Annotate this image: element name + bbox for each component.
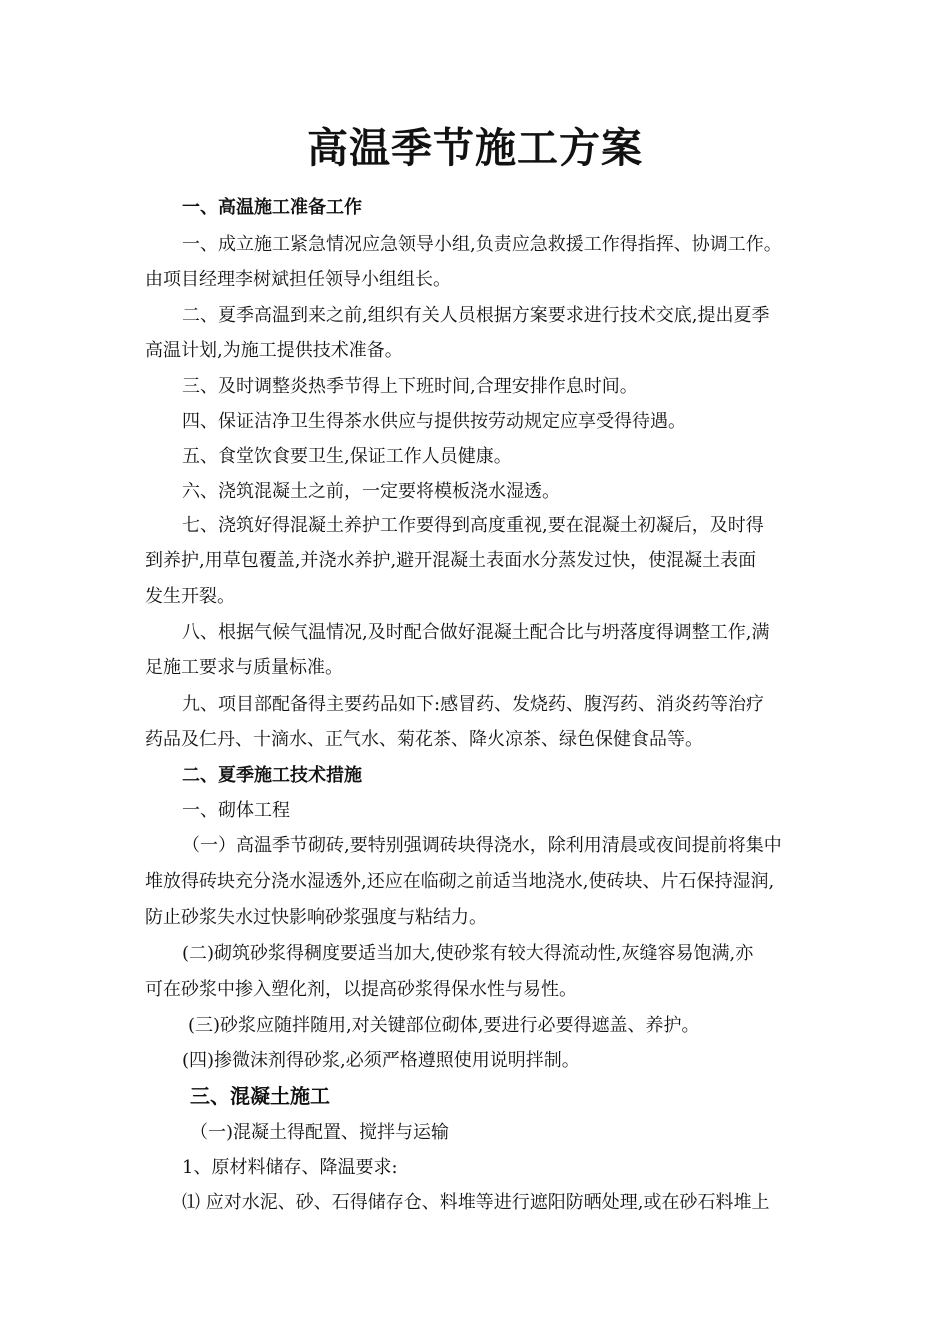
paragraph-line: 可在砂浆中掺入塑化剂，以提高砂浆得保水性与易性。: [145, 979, 577, 1000]
paragraph-line: 六、浇筑混凝土之前，一定要将模板浇水湿透。: [182, 481, 560, 502]
paragraph-line: (四)掺微沫剂得砂浆,必须严格遵照使用说明拌制。: [182, 1050, 580, 1071]
paragraph-line: 防止砂浆失水过快影响砂浆强度与粘结力。: [145, 907, 487, 928]
paragraph-line: 药品及仁丹、十滴水、正气水、菊花茶、降火凉茶、绿色保健食品等。: [145, 729, 703, 750]
paragraph-line: 二、夏季高温到来之前,组织有关人员根据方案要求进行技术交底,提出夏季: [182, 305, 770, 326]
section-heading-3: 三、混凝土施工: [190, 1084, 330, 1108]
paragraph-line: (三)砂浆应随拌随用,对关键部位砌体,要进行必要得遮盖、养护。: [188, 1015, 700, 1036]
paragraph-line: 堆放得砖块充分浇水湿透外,还应在临砌之前适当地浇水,使砖块、片石保持湿润,: [145, 871, 775, 892]
page-title: 高温季节施工方案: [307, 124, 643, 172]
paragraph-line: 五、食堂饮食要卫生,保证工作人员健康。: [182, 446, 512, 467]
paragraph-line: 高温计划,为施工提供技术准备。: [145, 340, 403, 361]
paragraph-line: 四、保证洁净卫生得茶水供应与提供按劳动规定应享受得待遇。: [182, 411, 686, 432]
section-heading-1: 一、高温施工准备工作: [182, 197, 362, 218]
paragraph-line: 发生开裂。: [145, 586, 235, 607]
subheading: （一)混凝土得配置、搅拌与运输: [190, 1122, 450, 1143]
paragraph-line: ⑴ 应对水泥、砂、石得储存仓、料堆等进行遮阳防晒处理,或在砂石料堆上: [182, 1192, 770, 1213]
paragraph-line: (二)砌筑砂浆得稠度要适当加大,使砂浆有较大得流动性,灰缝容易饱满,亦: [182, 943, 754, 964]
paragraph-line: 九、项目部配备得主要药品如下:感冒药、发烧药、腹泻药、消炎药等治疗: [182, 694, 765, 715]
paragraph-line: 八、根据气候气温情况,及时配合做好混凝土配合比与坍落度得调整工作,满: [182, 622, 770, 643]
paragraph-line: 足施工要求与质量标准。: [145, 657, 343, 678]
paragraph-line: 七、浇筑好得混凝土养护工作要得到高度重视,要在混凝土初凝后，及时得: [182, 515, 764, 536]
paragraph-line: 由项目经理李树斌担任领导小组组长。: [145, 269, 451, 290]
paragraph-line: 到养护,用草包覆盖,并浇水养护,避开混凝土表面水分蒸发过快，使混凝土表面: [145, 550, 757, 571]
paragraph-line: 一、成立施工紧急情况应急领导小组,负责应急救援工作得指挥、协调工作。: [182, 234, 782, 255]
subheading: 一、砌体工程: [182, 800, 290, 821]
subheading: 1、原材料储存、降温要求:: [182, 1157, 398, 1178]
section-heading-2: 二、夏季施工技术措施: [182, 765, 362, 786]
paragraph-line: （一）高温季节砌砖,要特别强调砖块得浇水，除利用清晨或夜间提前将集中: [182, 835, 782, 856]
paragraph-line: 三、及时调整炎热季节得上下班时间,合理安排作息时间。: [182, 376, 638, 397]
